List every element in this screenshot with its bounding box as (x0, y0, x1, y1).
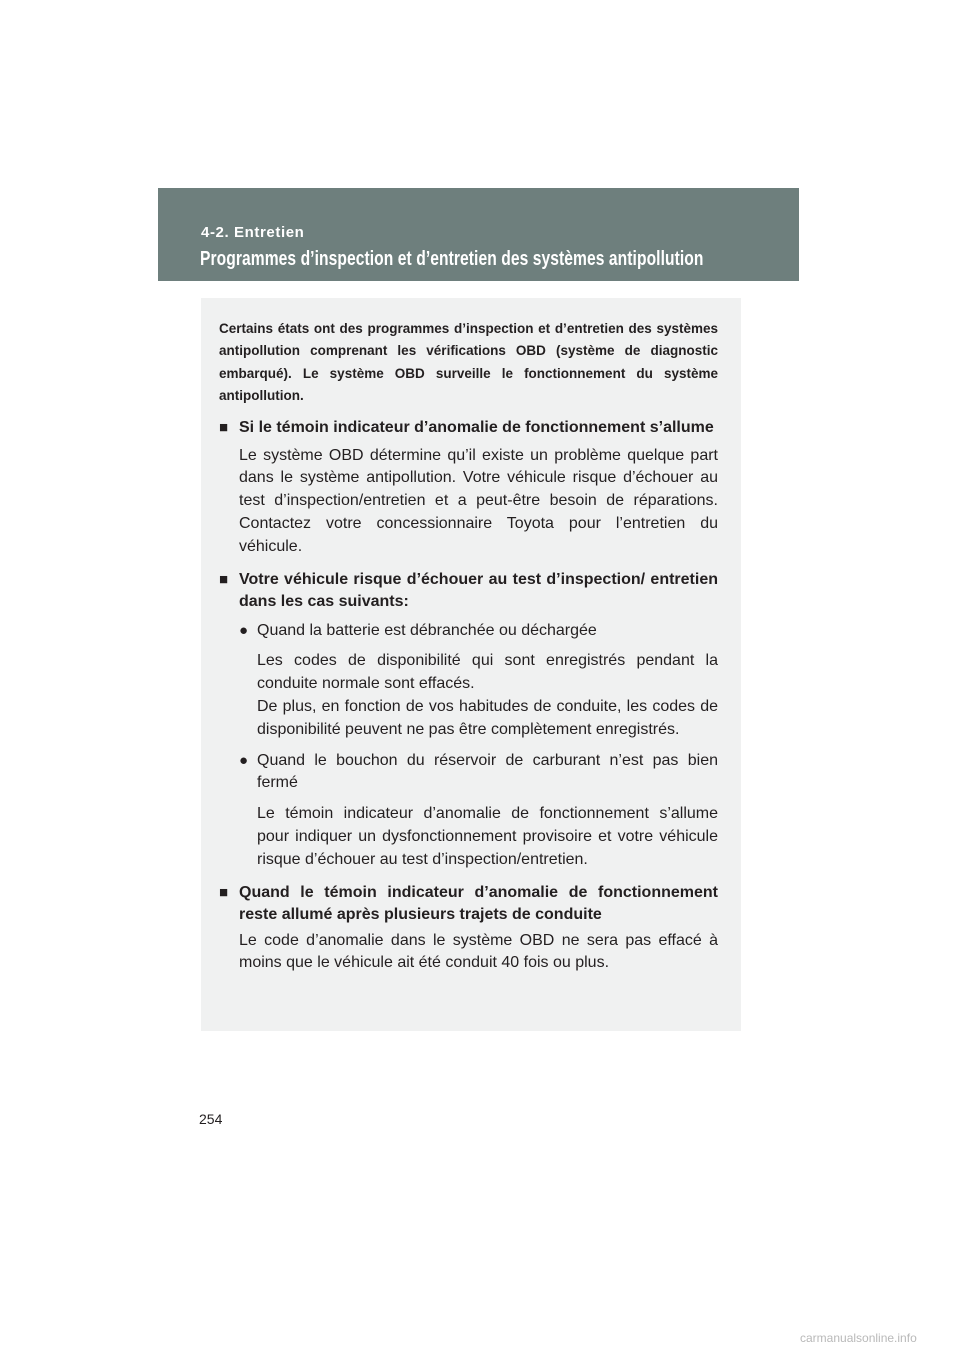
bullet-detail (257, 803, 718, 871)
bullet-detail (257, 650, 718, 741)
section-title: Quand le témoin indicateur d’anomalie de fonctionnement reste allumé après plusieurs trajets de conduite (239, 883, 718, 924)
section-indicator-on (219, 417, 718, 558)
section-body: Le système OBD détermine qu’il existe un problème quelque part dans le système antipollution. Votre véhicule risque d’échouer au test d’inspection/entretien et a peut-être besoin de réparations. Contactez votre concessionnaire Toyota pour l’entretien du véhicule. (239, 446, 718, 555)
section-title: Votre véhicule risque d’échouer au test d’inspection/ entretien dans les cas suivants: (239, 570, 718, 611)
bullet-detail-line: Les codes de disponibilité qui sont enregistrés pendant la conduite normale sont effacés. (257, 652, 718, 693)
square-bullet-icon: ■ (219, 570, 229, 588)
square-bullet-icon: ■ (219, 419, 229, 437)
page-title: Programmes d’inspection et d’entretien des systèmes antipollution (200, 248, 704, 270)
round-bullet-icon: ● (239, 621, 249, 639)
bullet-detail-line: Le témoin indicateur d’anomalie de fonctionnement s’allume pour indiquer un dysfonctionnement provisoire et votre véhicule risque d’échouer au test d’inspection/entretien. (257, 805, 718, 868)
section-indicator-stays-on (219, 882, 718, 976)
square-bullet-icon: ■ (219, 883, 229, 901)
panel-content (219, 318, 718, 975)
list-item (239, 620, 718, 643)
bullet-text: Quand le bouchon du réservoir de carburant n’est pas bien fermé (257, 751, 718, 792)
watermark: carmanualsonline.info (800, 1331, 917, 1345)
chapter-header (158, 188, 799, 281)
section-test-failure (219, 569, 718, 872)
bullet-text: Quand la batterie est débranchée ou déchargée (257, 621, 597, 639)
section-label: 4-2. Entretien (201, 224, 305, 241)
round-bullet-icon: ● (239, 751, 249, 769)
page-number: 254 (199, 1111, 223, 1127)
list-item (239, 750, 718, 796)
bullet-detail-line: De plus, en fonction de vos habitudes de conduite, les codes de disponibilité peuvent ne pas être complètement enregistrés. (257, 698, 718, 738)
section-body: Le code d’anomalie dans le système OBD ne sera pas effacé à moins que le véhicule ait été conduit 40 fois ou plus. (239, 931, 718, 972)
section-title: Si le témoin indicateur d’anomalie de fonctionnement s’allume (239, 419, 714, 437)
intro-paragraph: Certains états ont des programmes d’inspection et d’entretien des systèmes antipollution comprenant les vérifications OBD (système de diagnostic embarqué). Le système OBD surveille le fonctionnement du système antipollution. (219, 321, 718, 403)
